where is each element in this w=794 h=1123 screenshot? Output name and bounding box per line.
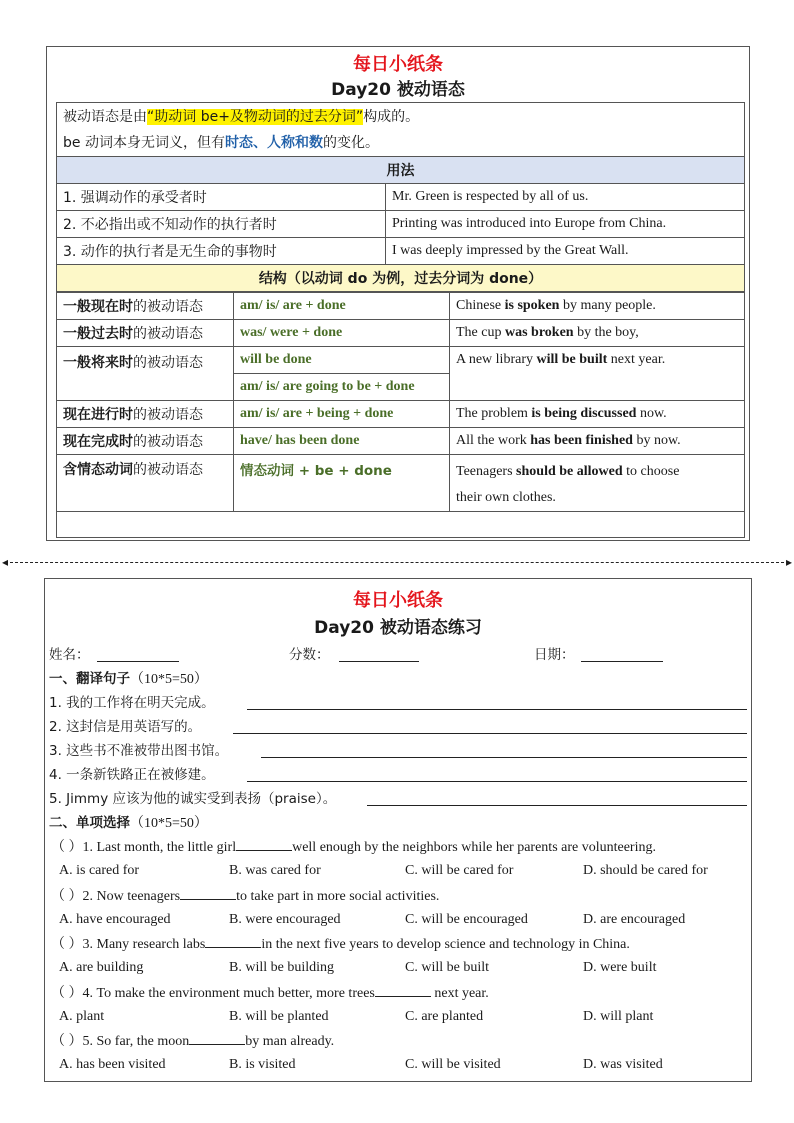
example-post: by the boy, [573,325,639,340]
cut-arrow-left-icon: ◂ [2,555,9,569]
tense-suffix: 的被动语态 [133,355,203,371]
structure-table [56,292,745,538]
question [51,884,747,908]
exercise-card [44,578,752,1082]
example-bold: was broken [504,325,574,340]
answer-blank[interactable] [180,884,236,900]
example-pre: The cup [456,325,505,340]
structure-row [57,293,745,320]
tense-cell [57,401,234,428]
question-stem: （ ）4. To make the environment much better, more trees [51,986,375,1001]
option-c[interactable]: C. will be encouraged [405,912,528,927]
question [51,932,747,956]
form-cell: am/ is/ are + being + done [234,401,450,428]
option-row [49,1005,747,1029]
example-post: now. [636,406,667,421]
question-stem: （ ）3. Many research labs [51,937,206,952]
usage-cn: 2. 不必指出或不知动作的执行者时 [57,211,386,238]
example-pre: Teenagers [456,464,517,479]
option-b[interactable]: B. will be building [229,960,334,975]
usage-en: Mr. Green is respected by all of us. [386,184,745,211]
question-tail: to take part in more social activities. [236,889,440,904]
structure-row [57,347,745,374]
translation-text: 2. 这封信是用英语写的。 [49,719,202,735]
example-bold: has been finished [530,433,633,448]
section2-score: （10*5=50） [130,816,208,831]
translation-text: 1. 我的工作将在明天完成。 [49,695,215,711]
section1-heading [49,667,747,691]
option-a[interactable]: A. are building [59,960,144,975]
tense-name: 含情态动词 [63,462,133,478]
score-label: 分数： [289,647,330,663]
usage-row [57,211,745,238]
intro-highlight: “助动词 be+及物动词的过去分词” [147,109,364,125]
intro-blue-text: 时态、人称和数 [224,135,323,151]
intro-line1-post: 构成的。 [363,109,420,125]
option-a[interactable]: A. has been visited [59,1057,166,1072]
answer-blank[interactable] [205,932,261,948]
score-field[interactable] [339,645,419,662]
usage-row [57,184,745,211]
form-cell: have/ has been done [234,428,450,455]
name-field[interactable] [97,645,179,662]
example-post: by many people. [559,298,656,313]
cut-arrow-right-icon: ▸ [785,555,792,569]
day-title: Day20 被动语态练习 [314,618,482,638]
form-cell: will be done [234,347,450,374]
option-d[interactable]: D. are encouraged [583,912,686,927]
question-stem: （ ）1. Last month, the little girl [51,840,237,855]
option-b[interactable]: B. were encouraged [229,912,341,927]
name-label: 姓名： [49,647,90,663]
question-tail: by man already. [245,1034,335,1049]
day-title: Day20 被动语态 [331,80,465,100]
example-cell [450,401,745,428]
example-post: next year. [607,352,666,367]
date-field[interactable] [581,645,663,662]
usage-cn: 1. 强调动作的承受者时 [57,184,386,211]
intro-cell [57,103,745,157]
structure-row [57,401,745,428]
translation-text: 4. 一条新铁路正在被修建。 [49,767,215,783]
example-pre: Chinese [456,298,505,313]
card-header: 每日小纸条 [353,590,443,611]
translation-item [49,787,747,811]
date-label: 日期： [534,647,575,663]
intro-line2-post: 的变化。 [322,135,379,151]
example-cell [450,347,745,401]
info-row [49,643,747,667]
grammar-card [46,46,750,541]
structure-row [57,320,745,347]
example-cell [450,428,745,455]
question [51,1029,747,1053]
example-post: by now. [632,433,681,448]
question-tail: next year. [430,986,489,1001]
option-d[interactable]: D. should be cared for [583,863,708,878]
question [51,835,747,859]
usage-en: I was deeply impressed by the Great Wall. [386,238,745,265]
tense-name: 现在进行时 [63,407,133,423]
usage-title: 用法 [57,157,745,184]
option-c[interactable]: C. are planted [405,1009,484,1024]
usage-row [57,238,745,265]
translation-item [49,739,747,763]
tense-name: 一般过去时 [63,326,133,342]
tense-suffix: 的被动语态 [133,407,203,423]
translation-item [49,715,747,739]
answer-line[interactable] [367,789,747,806]
tense-name: 一般现在时 [63,299,133,315]
example-bold: is being discussed [531,406,637,421]
section2-heading [49,811,747,835]
example-bold: should be allowed [516,464,623,479]
option-a[interactable]: A. is cared for [59,863,140,878]
tense-name: 一般将来时 [63,355,133,371]
empty-row [57,512,745,538]
translation-item [49,691,747,715]
form-cell-alt: am/ is/ are going to be + done [234,374,450,401]
example-bold: is spoken [504,298,560,313]
option-row [49,956,747,980]
answer-line[interactable] [247,765,747,782]
answer-blank[interactable] [375,981,431,997]
question-tail: in the next five years to develop science and technology in China. [261,937,630,952]
answer-line[interactable] [247,693,747,710]
option-a[interactable]: A. plant [59,1009,105,1024]
answer-line[interactable] [261,741,747,758]
question-stem: （ ）2. Now teenagers [51,889,181,904]
option-row [49,908,747,932]
question [51,981,747,1005]
option-d[interactable]: D. was visited [583,1057,663,1072]
tense-cell [57,428,234,455]
tense-suffix: 的被动语态 [133,462,203,478]
tense-name: 现在完成时 [63,434,133,450]
example-pre: A new library [456,352,537,367]
question-stem: （ ）5. So far, the moon [51,1034,190,1049]
translation-text: 5. Jimmy 应该为他的诚实受到表扬（praise）。 [49,791,337,807]
option-b[interactable]: B. was cared for [229,863,321,878]
tense-cell [57,293,234,320]
intro-line1-pre: 被动语态是由 [63,109,147,125]
section1-score: （10*5=50） [130,672,208,687]
form-cell: 情态动词 + be + done [234,455,450,512]
translation-item [49,763,747,787]
structure-row [57,428,745,455]
tense-cell [57,320,234,347]
card-header: 每日小纸条 [353,54,443,75]
section1-title: 一、翻译句子 [49,671,130,687]
translation-text: 3. 这些书不准被带出图书馆。 [49,743,229,759]
option-b[interactable]: B. will be planted [229,1009,329,1024]
grammar-table [56,102,745,292]
answer-blank[interactable] [189,1029,245,1045]
example-cell [450,320,745,347]
option-c[interactable]: C. will be built [405,960,489,975]
tense-cell [57,455,234,512]
option-c[interactable]: C. will be cared for [405,863,514,878]
tense-suffix: 的被动语态 [133,434,203,450]
usage-cn: 3. 动作的执行者是无生命的事物时 [57,238,386,265]
structure-title: 结构（以动词 do 为例，过去分词为 done） [57,265,745,292]
example-cell [450,293,745,320]
tense-cell [57,347,234,401]
form-cell: am/ is/ are + done [234,293,450,320]
structure-row [57,455,745,512]
intro-line2-pre: be 动词本身无词义，但有 [63,135,225,151]
option-c[interactable]: C. will be visited [405,1057,501,1072]
tense-suffix: 的被动语态 [133,299,203,315]
usage-en: Printing was introduced into Europe from China. [386,211,745,238]
empty-cell [57,512,745,538]
option-d[interactable]: D. were built [583,960,657,975]
example-bold: will be built [536,352,608,367]
example-cell [450,455,745,512]
example-pre: The problem [456,406,532,421]
option-d[interactable]: D. will plant [583,1009,654,1024]
tense-suffix: 的被动语态 [133,326,203,342]
option-b[interactable]: B. is visited [229,1057,296,1072]
option-a[interactable]: A. have encouraged [59,912,171,927]
question-tail: well enough by the neighbors while her parents are volunteering. [292,840,656,855]
example-pre: All the work [456,433,531,448]
example-line2: their own clothes. [456,490,556,505]
option-row [49,1053,747,1077]
answer-line[interactable] [233,717,747,734]
section2-title: 二、单项选择 [49,815,130,831]
answer-blank[interactable] [236,835,292,851]
option-row [49,859,747,883]
cut-line [10,562,784,563]
example-post: to choose [622,464,680,479]
form-cell: was/ were + done [234,320,450,347]
